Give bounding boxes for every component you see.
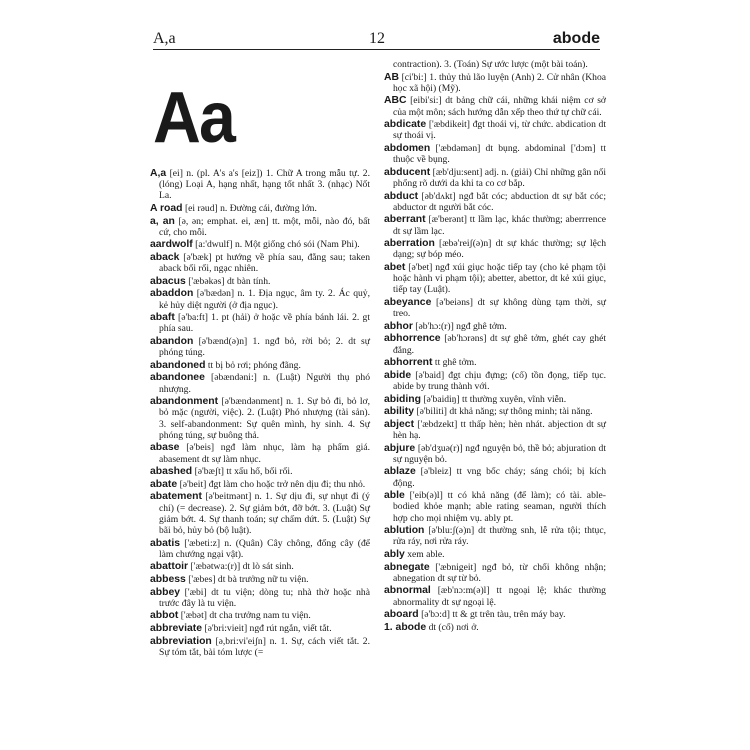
entry-definition: [ei] n. (pl. A's a's [eiz]) 1. Chữ A trong mẫu tự. 2. (lóng) Loại A, hạng nhất, hạng tốt nhất 3. (nhạc) Nốt La. bbox=[159, 168, 370, 202]
dictionary-entry bbox=[150, 610, 370, 621]
entry-definition: ['æbətwa:(r)] dt lò sát sinh. bbox=[190, 561, 294, 573]
entry-headword: aardwolf bbox=[150, 239, 193, 251]
entry-definition: [ə,bri:vi'eiʃn] n. 1. Sự, cách viết tắt. 2. Sự tóm tắt, bài tóm lược (= bbox=[159, 635, 370, 658]
dictionary-entry bbox=[384, 370, 606, 392]
entry-headword: a, an bbox=[150, 215, 175, 227]
dictionary-entry bbox=[384, 72, 606, 94]
dictionary-entry bbox=[150, 168, 370, 202]
entry-definition: ['eib(ə)l] tt có khả năng (để làm); có tài. able-bodied khỏe mạnh; able rating seaman, người thích hợp cho mọi nhiệm vụ. ably pt. bbox=[393, 490, 606, 524]
dictionary-entry bbox=[384, 143, 606, 165]
dictionary-entry bbox=[384, 119, 606, 141]
entry-headword: abashed bbox=[150, 466, 193, 478]
dictionary-entry bbox=[150, 288, 370, 310]
entry-headword: AB bbox=[384, 71, 400, 83]
entry-definition: [ə'beiəns] dt sự không dùng tạm thời, sự treo. bbox=[393, 296, 606, 320]
entry-headword: A road bbox=[150, 203, 183, 214]
dictionary-entry bbox=[150, 239, 370, 250]
entry-definition: [ə'beis] ngđ làm nhục, làm hạ phẩm giá. abasement dt sự làm nhục. bbox=[159, 442, 370, 465]
entry-definition: [eibi'si:] dt bảng chữ cái, những khái niệm cơ sở của một môn; sách hướng dẫn xếp theo thứ tự chữ cái. bbox=[393, 95, 606, 118]
entry-headword: aback bbox=[150, 251, 180, 263]
dictionary-entry bbox=[384, 95, 606, 117]
entry-definition: [əb'hɔrəns] dt sự ghê tởm, ghét cay ghét đắng. bbox=[393, 333, 606, 356]
entry-definition: [ə'blu:ʃ(ə)n] dt thường snh, lễ rửa tội; thtục, rửa ráy, nơi rửa ráy. bbox=[393, 525, 606, 548]
dictionary-entry bbox=[384, 525, 606, 547]
right-column bbox=[384, 59, 606, 634]
dictionary-entry bbox=[384, 622, 606, 633]
entry-headword: abdomen bbox=[384, 142, 431, 154]
entry-headword: abate bbox=[150, 478, 178, 490]
left-column bbox=[150, 168, 370, 659]
header-rule bbox=[153, 49, 600, 50]
entry-headword: abducent bbox=[384, 166, 431, 178]
entry-definition: [ə'bri:vieit] ngđ rút ngắn, viết tắt. bbox=[204, 622, 332, 634]
entry-definition: ['æbnigeit] ngđ bỏ, từ chối không nhận; abnegation dt sự từ bỏ. bbox=[393, 561, 606, 584]
entry-definition: [ə'bænd(ə)n] 1. ngđ bỏ, rời bỏ; 2. dt sự phóng túng. bbox=[159, 335, 370, 359]
entry-definition: ['æbət] dt cha trưởng nam tu viện. bbox=[180, 610, 311, 622]
entry-definition: [ə'bet] ngđ xúi giục hoặc tiếp tay (cho kẻ phạm tội hoặc hành vi phạm tội); abetter, abettor, dt kẻ xúi giục, tiếp tay (Luật). bbox=[393, 261, 606, 296]
dictionary-entry bbox=[384, 321, 606, 332]
entry-definition: [ə'bæʃt] tt xấu hổ, bối rối. bbox=[194, 466, 293, 478]
dictionary-entry bbox=[384, 419, 606, 441]
entry-headword: abase bbox=[150, 442, 180, 454]
dictionary-entry bbox=[150, 372, 370, 394]
entry-definition: [ə'baidiŋ] tt thường xuyên, vĩnh viễn. bbox=[423, 393, 567, 405]
entry-headword: abaft bbox=[150, 312, 175, 324]
dictionary-entry bbox=[150, 466, 370, 477]
entry-headword: abdicate bbox=[384, 119, 427, 131]
entry-definition: [ə'bændənment] n. 1. Sự bỏ đi, bỏ lơ, bỏ mặc (người, việc). 2. (Luật) Phó nhượng (tài sản). 3. self-abandonment: Sự quên mình, hy sinh. 4. Sự phóng túng, sự buông thả. bbox=[159, 396, 370, 441]
dictionary-entry bbox=[150, 360, 370, 371]
entry-headword: abbot bbox=[150, 610, 179, 622]
dictionary-entry bbox=[384, 167, 606, 189]
entry-headword: abduct bbox=[384, 190, 419, 202]
entry-headword: ability bbox=[384, 406, 415, 418]
entry-definition: [ə'baid] đgt chịu đựng; (cổ) tồn đọng, tiếp tục. abide by trung thành với. bbox=[393, 369, 606, 392]
entry-headword: ablution bbox=[384, 525, 425, 537]
entry-headword: abet bbox=[384, 261, 406, 273]
dictionary-entry bbox=[150, 396, 370, 441]
dictionary-entry bbox=[150, 276, 370, 287]
entry-definition: ['æbi] dt tu viện; dòng tu; nhà thờ hoặc nhà trước đây là tu viện. bbox=[159, 586, 370, 609]
entry-definition: [ə'bæk] pt hướng về phía sau, đằng sau; taken aback bối rối, ngạc nhiên. bbox=[159, 251, 370, 275]
entry-definition: [ə'beitmənt] n. 1. Sự dịu đi, sự nhụt đi (ý chí) (= decrease). 2. Sự giảm bớt, đỡ bớt. 3. (Luật) Sự giảm bớt. 4. Sự thanh toán; sự chấm dứt. 5. (Luật) Sự bãi bỏ, hủy bỏ (bộ luật). bbox=[159, 491, 370, 536]
dictionary-entry bbox=[384, 490, 606, 524]
page-number: 12 bbox=[369, 30, 385, 47]
dictionary-entry bbox=[384, 585, 606, 607]
entry-headword: aberration bbox=[384, 238, 435, 250]
dictionary-entry bbox=[384, 214, 606, 236]
section-letter-heading: Aa bbox=[153, 78, 235, 158]
entry-headword: abnegate bbox=[384, 561, 430, 573]
entry-definition: ['æbdzekt] tt thấp hèn; hèn nhát. abjection dt sự hèn hạ. bbox=[393, 418, 606, 441]
header-right-guide-word: abode bbox=[552, 30, 600, 47]
dictionary-entry bbox=[384, 562, 606, 584]
entry-headword: abbreviation bbox=[150, 635, 212, 647]
entry-headword: abide bbox=[384, 369, 412, 381]
header-left-guide-word: A,a bbox=[153, 30, 176, 47]
entry-definition: [æbə'reiʃ(ə)n] dt sự khác thường; sự lệch dạng; sự bóp méo. bbox=[393, 238, 606, 261]
entry-headword: abbess bbox=[150, 573, 186, 585]
dictionary-entry bbox=[384, 191, 606, 213]
entry-definition: [æ'berənt] tt lầm lạc, khác thường; aberrrence dt sự lầm lạc. bbox=[393, 214, 607, 237]
entry-headword: abacus bbox=[150, 275, 186, 287]
dictionary-entry bbox=[150, 203, 370, 214]
entry-definition: [ə'bɔ:d] tt & gt trên tàu, trên máy bay. bbox=[421, 609, 566, 621]
dictionary-entry bbox=[384, 357, 606, 368]
dictionary-entry bbox=[150, 252, 370, 274]
entry-headword: ablaze bbox=[384, 466, 416, 478]
entry-headword: abaddon bbox=[150, 288, 194, 300]
dictionary-entry bbox=[384, 333, 606, 355]
dictionary-entry bbox=[384, 262, 606, 296]
dictionary-entry bbox=[384, 609, 606, 620]
entry-headword: abbey bbox=[150, 586, 181, 598]
entry-headword: abandon bbox=[150, 335, 194, 347]
running-head bbox=[153, 30, 600, 50]
dictionary-entry bbox=[384, 238, 606, 260]
entry-definition: [ei rəud] n. Đường cái, đường lớn. bbox=[184, 203, 317, 214]
dictionary-entry bbox=[150, 587, 370, 609]
entry-headword: abhorrence bbox=[384, 333, 441, 345]
entry-headword: abiding bbox=[384, 393, 421, 405]
entry-definition: [ə'bleiz] tt vng bốc cháy; sáng chói; bị kích động. bbox=[393, 466, 606, 489]
entry-headword: 1. abode bbox=[384, 621, 427, 633]
dictionary-entry bbox=[150, 538, 370, 560]
entry-definition: [ci'bi:] 1. thủy thủ lão luyện (Anh) 2. Cử nhân (Khoa học xã hội) (Mỹ). bbox=[393, 71, 606, 94]
entry-definition: [əb'dʌkt] ngđ bắt cóc; abduction dt sự bắt cóc; abductor dt người bắt cóc. bbox=[393, 190, 607, 213]
dictionary-entry bbox=[150, 442, 370, 464]
entry-definition: [a:'dwulf] n. Một giống chó sói (Nam Phi). bbox=[195, 239, 360, 251]
dictionary-entry bbox=[384, 466, 606, 488]
entry-headword: A,a bbox=[150, 168, 167, 179]
entry-definition: [əbændəni:] n. (Luật) Người thụ phó nhượng. bbox=[159, 372, 370, 395]
entry-headword: abject bbox=[384, 418, 415, 430]
entry-definition: ['æbdəmən] dt bụng. abdominal ['dɔm] tt thuộc về bụng. bbox=[393, 142, 606, 166]
entry-definition: ['æbəkəs] dt bàn tính. bbox=[188, 275, 271, 287]
entry-headword: abandoned bbox=[150, 359, 206, 371]
entry-headword: aberrant bbox=[384, 214, 426, 226]
entry-headword: ably bbox=[384, 548, 405, 560]
dictionary-entry bbox=[150, 491, 370, 536]
entry-headword: able bbox=[384, 490, 405, 502]
entry-definition: ['æbes] dt bà trưởng nữ tu viện. bbox=[188, 573, 309, 585]
dictionary-entry bbox=[150, 623, 370, 634]
entry-definition: dt (cổ) nơi ở. bbox=[428, 621, 479, 633]
entry-definition: ['æbdikeit] đgt thoái vị, từ chức. abdication dt sự thoái vị. bbox=[393, 119, 607, 142]
entry-definition: tt ghê tởm. bbox=[434, 357, 477, 369]
entry-headword: abatement bbox=[150, 491, 202, 503]
entry-headword: abatis bbox=[150, 537, 181, 549]
entry-definition: [ə'biliti] dt khả năng; sự thông minh; tài năng. bbox=[416, 406, 593, 418]
entry-definition: [əb'dʒuə(r)] ngđ nguyện bỏ, thề bỏ; abjuration dt sự nguyện bỏ. bbox=[393, 442, 606, 465]
dictionary-entry bbox=[150, 561, 370, 572]
entry-definition: xem able. bbox=[407, 548, 445, 560]
dictionary-entry bbox=[150, 574, 370, 585]
entry-definition: ['æbeti:z] n. (Quân) Cây chông, đống cây (để làm chướng ngại vật). bbox=[159, 537, 370, 560]
entry-definition: [ə'ba:ft] 1. pt (hải) ở hoặc về phía bánh lái. 2. gt phía sau. bbox=[159, 312, 370, 335]
continued-entry-text: contraction). 3. (Toán) Sự ước lược (một bài toán). bbox=[393, 59, 588, 70]
entry-definition: tt bị bỏ rơi; phóng đãng. bbox=[207, 359, 301, 371]
entry-headword: aboard bbox=[384, 609, 419, 621]
entry-headword: abandonment bbox=[150, 396, 219, 408]
entry-headword: abhorrent bbox=[384, 357, 433, 369]
entry-definition: [ə'beit] đgt làm cho hoặc trở nên dịu đi; thu nhỏ. bbox=[179, 478, 366, 490]
entry-headword: abbreviate bbox=[150, 622, 202, 634]
dictionary-entry bbox=[150, 336, 370, 358]
entry-headword: abnormal bbox=[384, 585, 431, 597]
dictionary-entry bbox=[384, 549, 606, 560]
dictionary-entry bbox=[384, 406, 606, 417]
entry-definition: [ə, ən; emphat. ei, æn] tt. một, mỗi, nào đó, bất cứ, cho mỗi. bbox=[159, 215, 370, 238]
entry-headword: abjure bbox=[384, 442, 416, 454]
entry-definition: [ə'bædən] n. 1. Địa ngục, âm ty. 2. Ác quỷ, kẻ hủy diệt người (ở địa ngục). bbox=[159, 288, 370, 311]
entry-headword: abattoir bbox=[150, 561, 189, 573]
entry-headword: abeyance bbox=[384, 296, 432, 308]
dictionary-entry bbox=[150, 636, 370, 658]
entry-headword: ABC bbox=[384, 95, 407, 107]
entry-definition: [æb'nɔ:m(ə)l] tt ngoại lệ; khác thường abnormality dt sự ngoại lệ. bbox=[393, 585, 606, 608]
dictionary-entry bbox=[384, 297, 606, 319]
entry-headword: abhor bbox=[384, 320, 413, 332]
entry-definition: [əb'hɔ:(r)] ngđ ghê tởm. bbox=[415, 320, 507, 332]
dictionary-entry bbox=[150, 312, 370, 334]
right-column-entries bbox=[384, 72, 606, 633]
entry-definition: [æb'dju:sent] adj. n. (giải) Chỉ những gân nối phổng rõ dưới da khi ta co cơ bắp. bbox=[393, 166, 606, 189]
dictionary-entry bbox=[384, 443, 606, 465]
dictionary-entry bbox=[384, 394, 606, 405]
dictionary-entry bbox=[150, 216, 370, 238]
entry-headword: abandonee bbox=[150, 372, 205, 384]
dictionary-entry bbox=[150, 479, 370, 490]
